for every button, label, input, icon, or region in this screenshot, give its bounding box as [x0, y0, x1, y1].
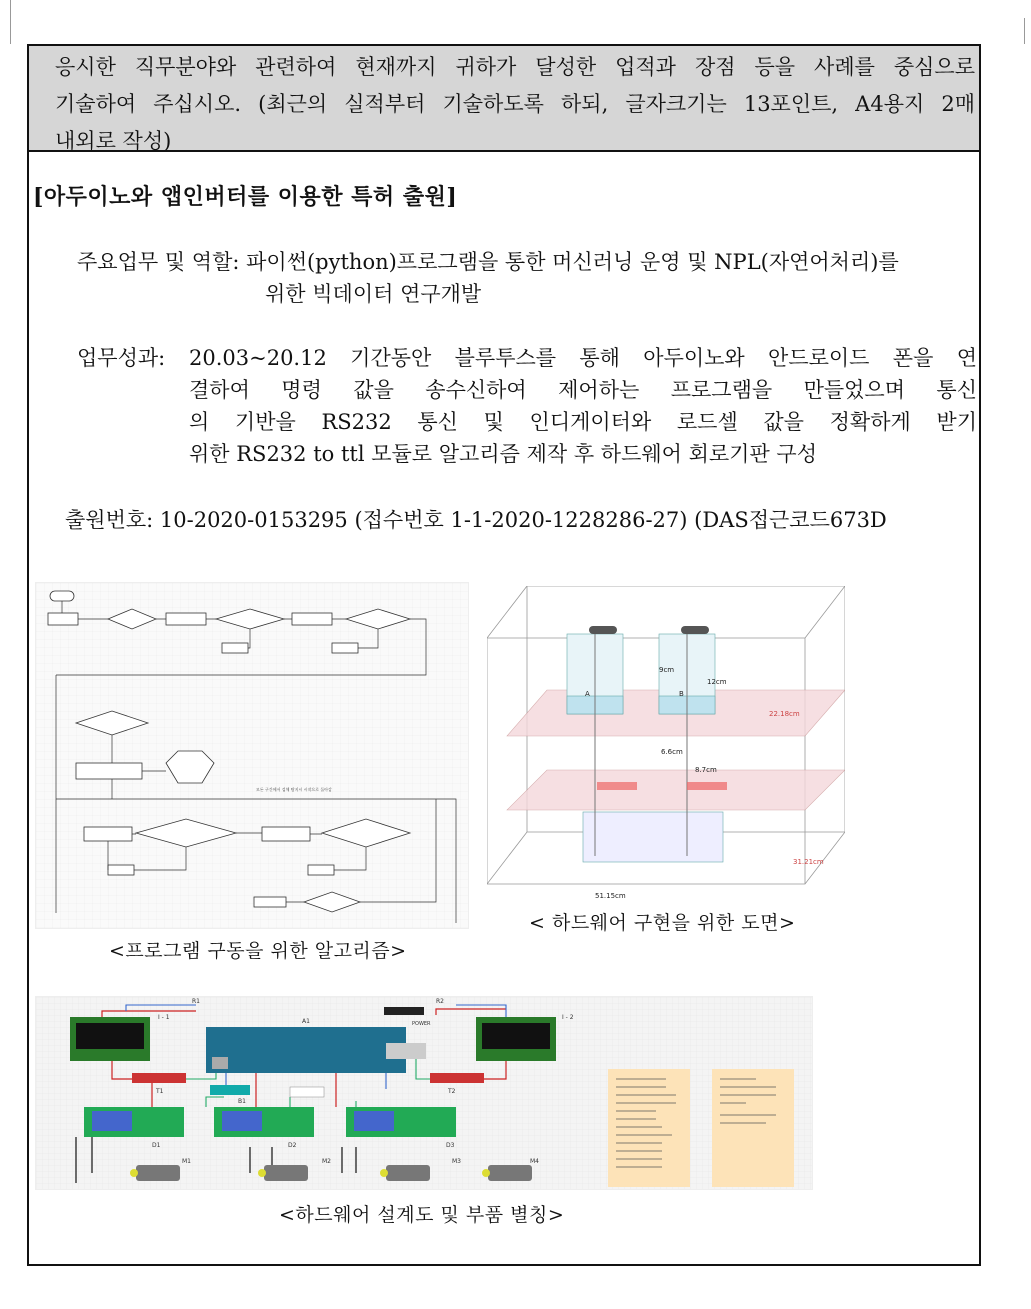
instruction-header [29, 46, 979, 152]
page-corner-mark [1024, 18, 1025, 44]
page-corner-mark [0, 0, 11, 44]
flowchart-graphic [36, 583, 468, 928]
algorithm-flowchart-figure [35, 582, 469, 929]
instruction-line: 기술하여 주십시오. (최근의 실적부터 기술하도록 하되, 글자크기는 13포인트, A4용지 2매 [55, 92, 975, 116]
circuit-label: R1 [192, 998, 200, 1005]
result-label: 업무성과: [77, 346, 166, 370]
svg-text:모든 구간에서 검체 탐지시 시작으로 돌아감: 모든 구간에서 검체 탐지시 시작으로 돌아감 [256, 787, 332, 792]
flowchart-caption: <프로그램 구동을 위한 알고리즘> [109, 940, 407, 962]
drawing-label: B [679, 690, 684, 698]
drawing-label: 31.21cm [793, 858, 824, 866]
role-label: 주요업무 및 역할: [77, 250, 240, 274]
circuit-label: B1 [238, 1098, 246, 1105]
circuit-label: R2 [436, 998, 444, 1005]
result-line: 의 기반을 RS232 통신 및 인디게이터와 로드셀 값을 정확하게 받기 [189, 410, 977, 434]
instruction-line: 내외로 작성) [55, 129, 172, 153]
hardware-circuit-graphic [36, 997, 812, 1189]
circuit-label: A1 [302, 1018, 310, 1025]
drawing-label: 12cm [707, 678, 727, 686]
drawing-label: 22.18cm [769, 710, 800, 718]
section-title: [아두이노와 앱인버터를 이용한 특허 출원] [33, 184, 458, 210]
circuit-label: D2 [288, 1142, 297, 1149]
result-line: 20.03~20.12 기간동안 블루투스를 통해 아두이노와 안드로이드 폰을 연 [189, 346, 977, 370]
drawing-label: 51.15cm [595, 892, 626, 900]
circuit-label: D3 [446, 1142, 455, 1149]
drawing-label: 6.6cm [661, 748, 683, 756]
instruction-line: 응시한 직무분야와 관련하여 현재까지 귀하가 달성한 업적과 장점 등을 사례를 중심으로 [55, 55, 975, 79]
result-body [189, 342, 977, 470]
circuit-label: I - 1 [158, 1014, 170, 1021]
hardware-drawing-graphic [487, 586, 845, 902]
role-description [77, 246, 977, 310]
instruction-text [55, 49, 975, 160]
circuit-label: M3 [452, 1158, 461, 1165]
circuit-label: M4 [530, 1158, 539, 1165]
circuit-label: M2 [322, 1158, 331, 1165]
document-table [27, 44, 981, 1266]
drawing-label: 9cm [659, 666, 675, 674]
hardware-circuit-figure [35, 996, 813, 1190]
result-line: 결하여 명령 값을 송수신하여 제어하는 프로그램을 만들었으며 통신 [189, 378, 977, 402]
drawing-label: A [585, 690, 590, 698]
result-line: 위한 RS232 to ttl 모듈로 알고리즘 제작 후 하드웨어 회로기판 구성 [189, 442, 817, 466]
drawing-caption: < 하드웨어 구현을 위한 도면> [529, 912, 796, 934]
drawing-label: 8.7cm [695, 766, 717, 774]
circuit-label: D1 [152, 1142, 161, 1149]
role-line-2: 위한 빅데이터 연구개발 [265, 282, 482, 306]
hardware-drawing-figure [487, 586, 845, 902]
role-line-1: 파이썬(python)프로그램을 통한 머신러닝 운영 및 NPL(자연어처리)를 [246, 250, 899, 274]
circuit-label: I - 2 [562, 1014, 574, 1021]
circuit-caption: <하드웨어 설계도 및 부품 별칭> [279, 1204, 565, 1226]
circuit-label: T1 [156, 1088, 164, 1095]
circuit-label: POWER [412, 1021, 431, 1027]
circuit-label: T2 [448, 1088, 456, 1095]
circuit-label: M1 [182, 1158, 191, 1165]
application-number: 출원번호: 10-2020-0153295 (접수번호 1-1-2020-1228286-27) (DAS접근코드673D [65, 508, 887, 532]
